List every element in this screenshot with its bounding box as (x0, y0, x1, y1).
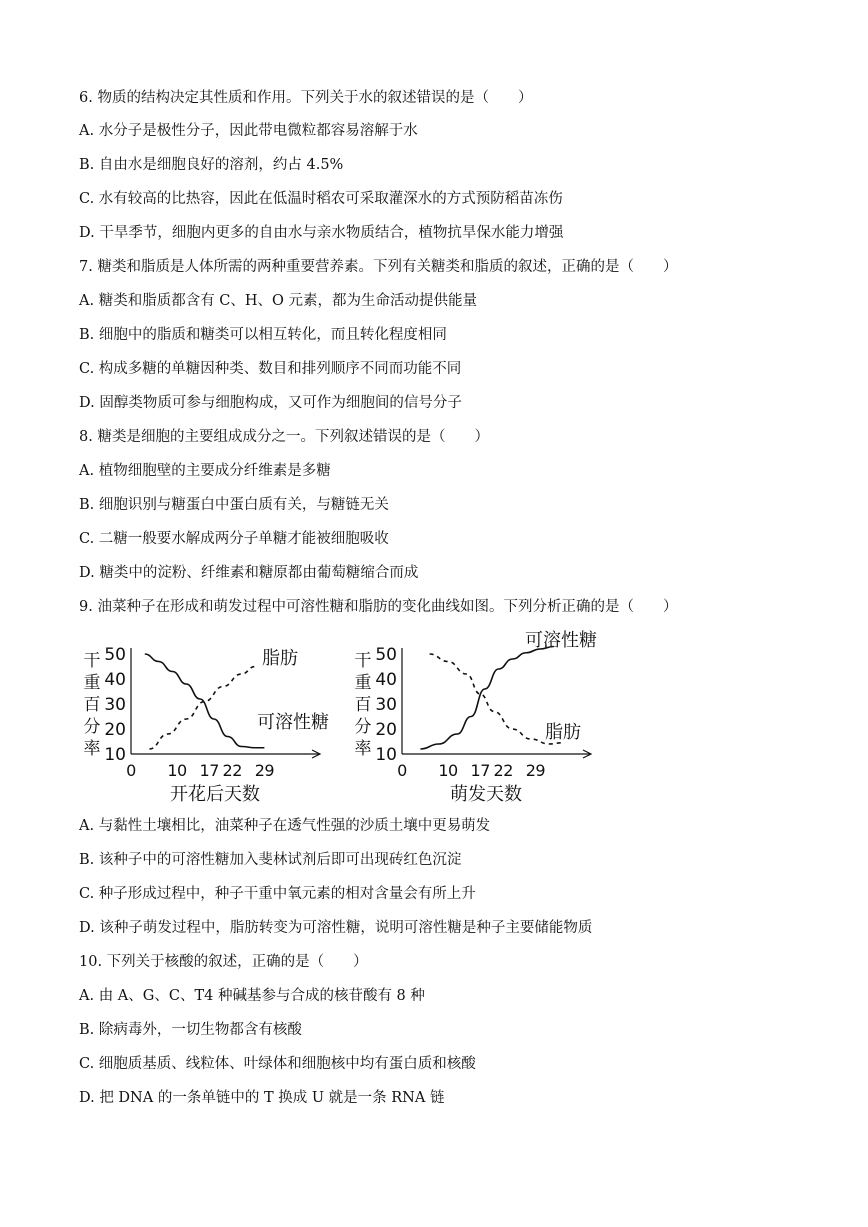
x-axis-label: 萌发天数 (450, 784, 522, 805)
x-tick-label: 0 (126, 761, 136, 780)
y-tick-label: 20 (104, 720, 126, 740)
question-8-option-d: D. 糖类中的淀粉、纤维素和糖原都由葡萄糖缩合而成 (79, 565, 419, 581)
question-6-stem: 6. 物质的结构决定其性质和作用。下列关于水的叙述错误的是（ ） (79, 90, 533, 106)
question-10-option-a: A. 由 A、G、C、T4 种碱基参与合成的核苷酸有 8 种 (79, 988, 425, 1004)
question-10-option-b: B. 除病毒外，一切生物都含有核酸 (79, 1022, 302, 1038)
x-tick-label: 22 (222, 761, 242, 780)
question-8-option-b: B. 细胞识别与糖蛋白中蛋白质有关，与糖链无关 (79, 497, 389, 513)
x-axis-label: 开花后天数 (170, 784, 260, 805)
series-label: 可溶性糖 (525, 630, 597, 651)
series-label: 可溶性糖 (257, 712, 329, 733)
x-tick-label: 10 (167, 761, 187, 780)
y-tick-label: 10 (375, 745, 397, 765)
question-8-option-c: C. 二糖一般要水解成两分子单糖才能被细胞吸收 (79, 531, 389, 547)
y-tick-label: 10 (104, 745, 126, 765)
chart-seed-germination (350, 626, 600, 811)
question-10-option-c: C. 细胞质基质、线粒体、叶绿体和细胞核中均有蛋白质和核酸 (79, 1056, 476, 1072)
series-line (430, 654, 563, 744)
x-tick-label: 29 (254, 761, 275, 780)
chart-seed-formation (79, 626, 329, 811)
question-7-option-c: C. 构成多糖的单糖因种类、数目和排列顺序不同而功能不同 (79, 361, 462, 377)
x-tick-label: 29 (525, 761, 546, 780)
x-tick-label: 10 (438, 761, 458, 780)
question-9-stem: 9. 油菜种子在形成和萌发过程中可溶性糖和脂肪的变化曲线如图。下列分析正确的是（ ） (79, 599, 678, 615)
question-9-option-c: C. 种子形成过程中，种子干重中氧元素的相对含量会有所上升 (79, 886, 476, 902)
x-tick-label: 22 (493, 761, 513, 780)
question-7-option-d: D. 固醇类物质可参与细胞构成，又可作为细胞间的信号分子 (79, 395, 462, 411)
question-10-stem: 10. 下列关于核酸的叙述，正确的是（ ） (79, 954, 368, 970)
y-tick-label: 50 (104, 645, 126, 665)
question-8-stem: 8. 糖类是细胞的主要组成成分之一。下列叙述错误的是（ ） (79, 429, 489, 445)
question-6-option-b: B. 自由水是细胞良好的溶剂，约占 4.5% (79, 157, 344, 173)
chart-2-ylabel: 干重百分率 (354, 651, 372, 759)
question-6-option-d: D. 干旱季节，细胞内更多的自由水与亲水物质结合，植物抗旱保水能力增强 (79, 225, 564, 241)
y-tick-label: 50 (375, 645, 397, 665)
series-line (420, 647, 553, 750)
question-9-option-b: B. 该种子中的可溶性糖加入斐林试剂后即可出现砖红色沉淀 (79, 852, 462, 868)
question-8-option-a: A. 植物细胞壁的主要成分纤维素是多糖 (79, 463, 331, 479)
series-label: 脂肪 (545, 722, 581, 743)
x-tick-label: 17 (199, 761, 219, 780)
y-tick-label: 30 (104, 695, 126, 715)
question-7-stem: 7. 糖类和脂质是人体所需的两种重要营养素。下列有关糖类和脂质的叙述，正确的是（ ） (79, 259, 678, 275)
x-tick-label: 17 (470, 761, 490, 780)
y-tick-label: 40 (375, 670, 397, 690)
question-6-option-a: A. 水分子是极性分子，因此带电微粒都容易溶解于水 (79, 123, 418, 139)
question-6-option-c: C. 水有较高的比热容，因此在低温时稻农可采取灌深水的方式预防稻苗冻伤 (79, 191, 563, 207)
series-label: 脂肪 (262, 648, 298, 669)
question-7-option-b: B. 细胞中的脂质和糖类可以相互转化，而且转化程度相同 (79, 327, 447, 343)
chart-2-svg (350, 626, 600, 811)
chart-1-ylabel: 干重百分率 (83, 651, 101, 759)
chart-1-svg (79, 626, 329, 811)
y-tick-label: 30 (375, 695, 397, 715)
x-tick-label: 0 (397, 761, 407, 780)
question-9-option-a: A. 与黏性土壤相比，油菜种子在透气性强的沙质土壤中更易萌发 (79, 818, 491, 834)
series-line (145, 654, 265, 748)
question-7-option-a: A. 糖类和脂质都含有 C、H、O 元素，都为生命活动提供能量 (79, 293, 478, 309)
question-9-option-d: D. 该种子萌发过程中，脂肪转变为可溶性糖，说明可溶性糖是种子主要储能物质 (79, 920, 593, 936)
y-tick-label: 40 (104, 670, 126, 690)
question-10-option-d: D. 把 DNA 的一条单链中的 T 换成 U 就是一条 RNA 链 (79, 1090, 445, 1106)
y-tick-label: 20 (375, 720, 397, 740)
series-line (149, 667, 255, 750)
